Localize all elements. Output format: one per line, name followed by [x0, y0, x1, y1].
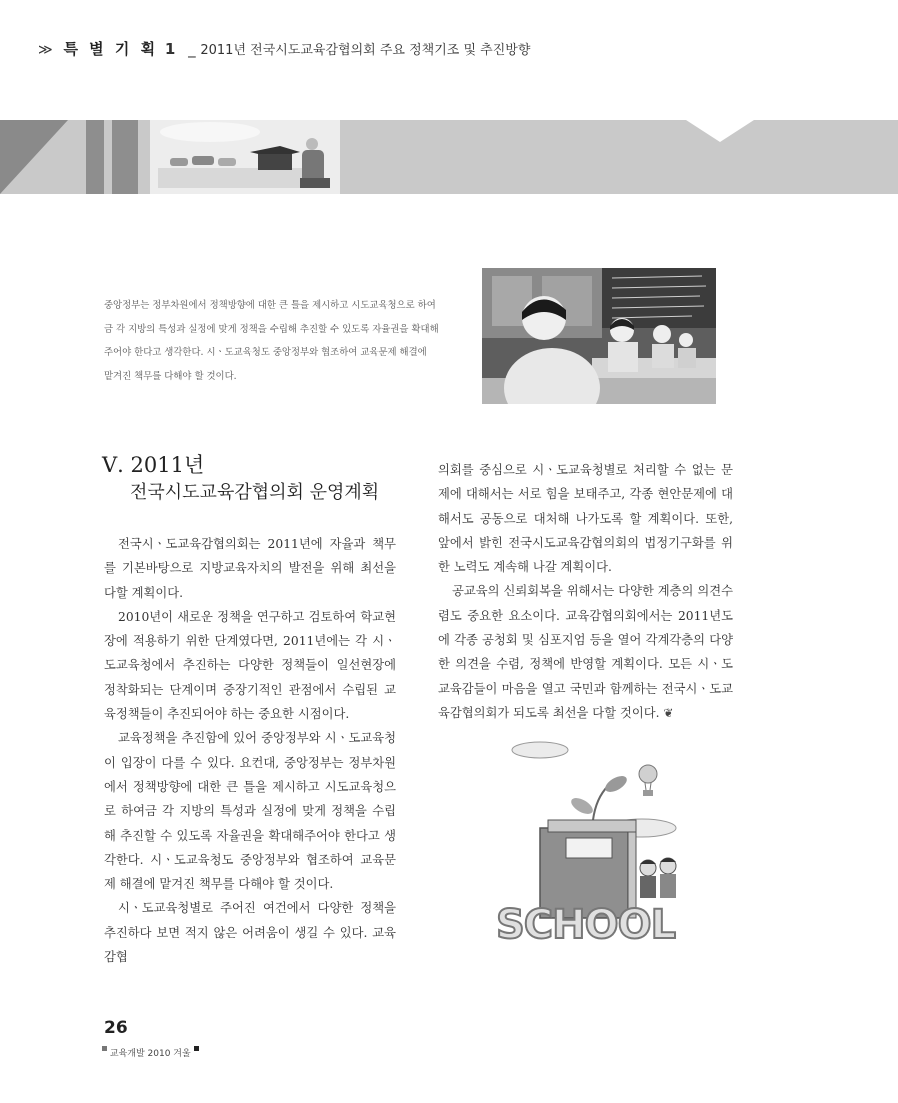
summary-text	[104, 294, 452, 388]
summary-line: 중앙정부는 정부차원에서 정책방향에 대한 큰 틀을 제시하고 시도교육청으로 하여	[104, 300, 436, 311]
body-left-column	[104, 532, 396, 969]
section-heading	[102, 452, 379, 508]
summary-line: 주어야 한다고 생각한다. 시ㆍ도교육청도 중앙정부와 협조하여 교육문제 해결에	[104, 347, 427, 358]
banner-triangle	[0, 120, 68, 194]
section-number: 1	[164, 40, 176, 58]
body-paragraph: 교육정책을 추진함에 있어 중앙정부와 시ㆍ도교육청이 입장이 다를 수 있다. 요컨대, 중앙정부는 정부차원에서 정책방향에 대한 큰 틀을 제시하고 시도교육청으로 하여금 각 지방의 특성과 실정에 맞게 정책을 수립해 추진할 수 있도록 자율권을 확대해주어야 한다고 생각한다. 시ㆍ도교육청도 중앙정부와 협조하여 교육문제 해결에 맡겨진 책무를 다해야 할 것이다.	[104, 731, 396, 892]
sprout-icon: ❦	[663, 705, 674, 720]
school-illustration-text: SCHOOL	[496, 902, 676, 948]
summary-line: 맡겨진 책무를 다해야 할 것이다.	[104, 370, 237, 382]
section-label: 특 별 기 획	[63, 40, 159, 58]
header-title: 2011년 전국시도교육감협의회 주요 정책기조 및 추진방향	[200, 43, 531, 58]
double-chevron-right-icon: ≫	[38, 42, 53, 58]
footer	[102, 1046, 199, 1059]
header-separator: _	[188, 40, 196, 58]
footer-publication: 교육개발 2010 겨울	[109, 1049, 191, 1059]
body-paragraph: 시ㆍ도교육청별로 주어진 여건에서 다양한 정책을 추진하다 보면 적지 않은 어려움이 생길 수 있다. 교육감협	[104, 901, 396, 965]
section-heading-line2: 전국시도교육감협의회 운영계획	[130, 482, 380, 503]
body-paragraph: 전국시ㆍ도교육감협의회는 2011년에 자율과 책무를 기본바탕으로 지방교육자치의 발전을 위해 최선을 다할 계획이다.	[104, 537, 396, 600]
banner-notch	[686, 120, 754, 142]
page-number: 26	[104, 1018, 128, 1038]
body-paragraph-continued: 의회를 중심으로 시ㆍ도교육청별로 처리할 수 없는 문제에 대해서는 서로 힘을 보태주고, 각종 현안문제에 대해서도 공동으로 대처해 나가도록 할 계획이다. 또한, 앞에서 밝힌 전국시도교육감협의회의 법정기구화를 위한 노력도 계속해 나갈 계획이다.	[438, 463, 733, 575]
body-paragraph: 2010년이 새로운 정책을 연구하고 검토하여 학교현장에 적용하기 위한 단계였다면, 2011년에는 각 시ㆍ도교육청에서 추진하는 다양한 정책들이 일선현장에 정착화되는 단계이며 중장기적인 관점에서 수립된 교육정책들이 추진되어야 하는 중요한 시점이다.	[104, 609, 396, 722]
body-paragraph-text: 공교육의 신뢰회복을 위해서는 다양한 계층의 의견수렴도 중요한 요소이다. 교육감협의회에서는 2011년도에 각종 공청회 및 심포지엄 등을 열어 각계각층의 다양한 의견을 수렴, 정책에 반영할 계획이다. 모든 시ㆍ도교육감들이 마음을 열고 국민과 함께하는 전국시ㆍ도교육감협의회가 되도록 최선을 다할 것이다.	[438, 584, 733, 720]
classroom-photo	[482, 268, 716, 404]
summary-line: 금 각 지방의 특성과 실정에 맞게 정책을 수립해 추진할 수 있도록 자율권을 확대해	[104, 323, 439, 335]
section-heading-line1: Ⅴ. 2011년	[102, 453, 205, 477]
body-paragraph	[438, 579, 733, 725]
banner-stripe	[112, 120, 138, 194]
school-illustration	[488, 728, 682, 948]
banner-photo	[150, 120, 340, 194]
banner-stripe	[86, 120, 104, 194]
body-right-column	[438, 458, 733, 725]
footer-square-icon	[194, 1046, 199, 1051]
running-header	[38, 38, 530, 59]
decorative-banner	[0, 120, 898, 194]
footer-square-icon	[102, 1046, 107, 1051]
